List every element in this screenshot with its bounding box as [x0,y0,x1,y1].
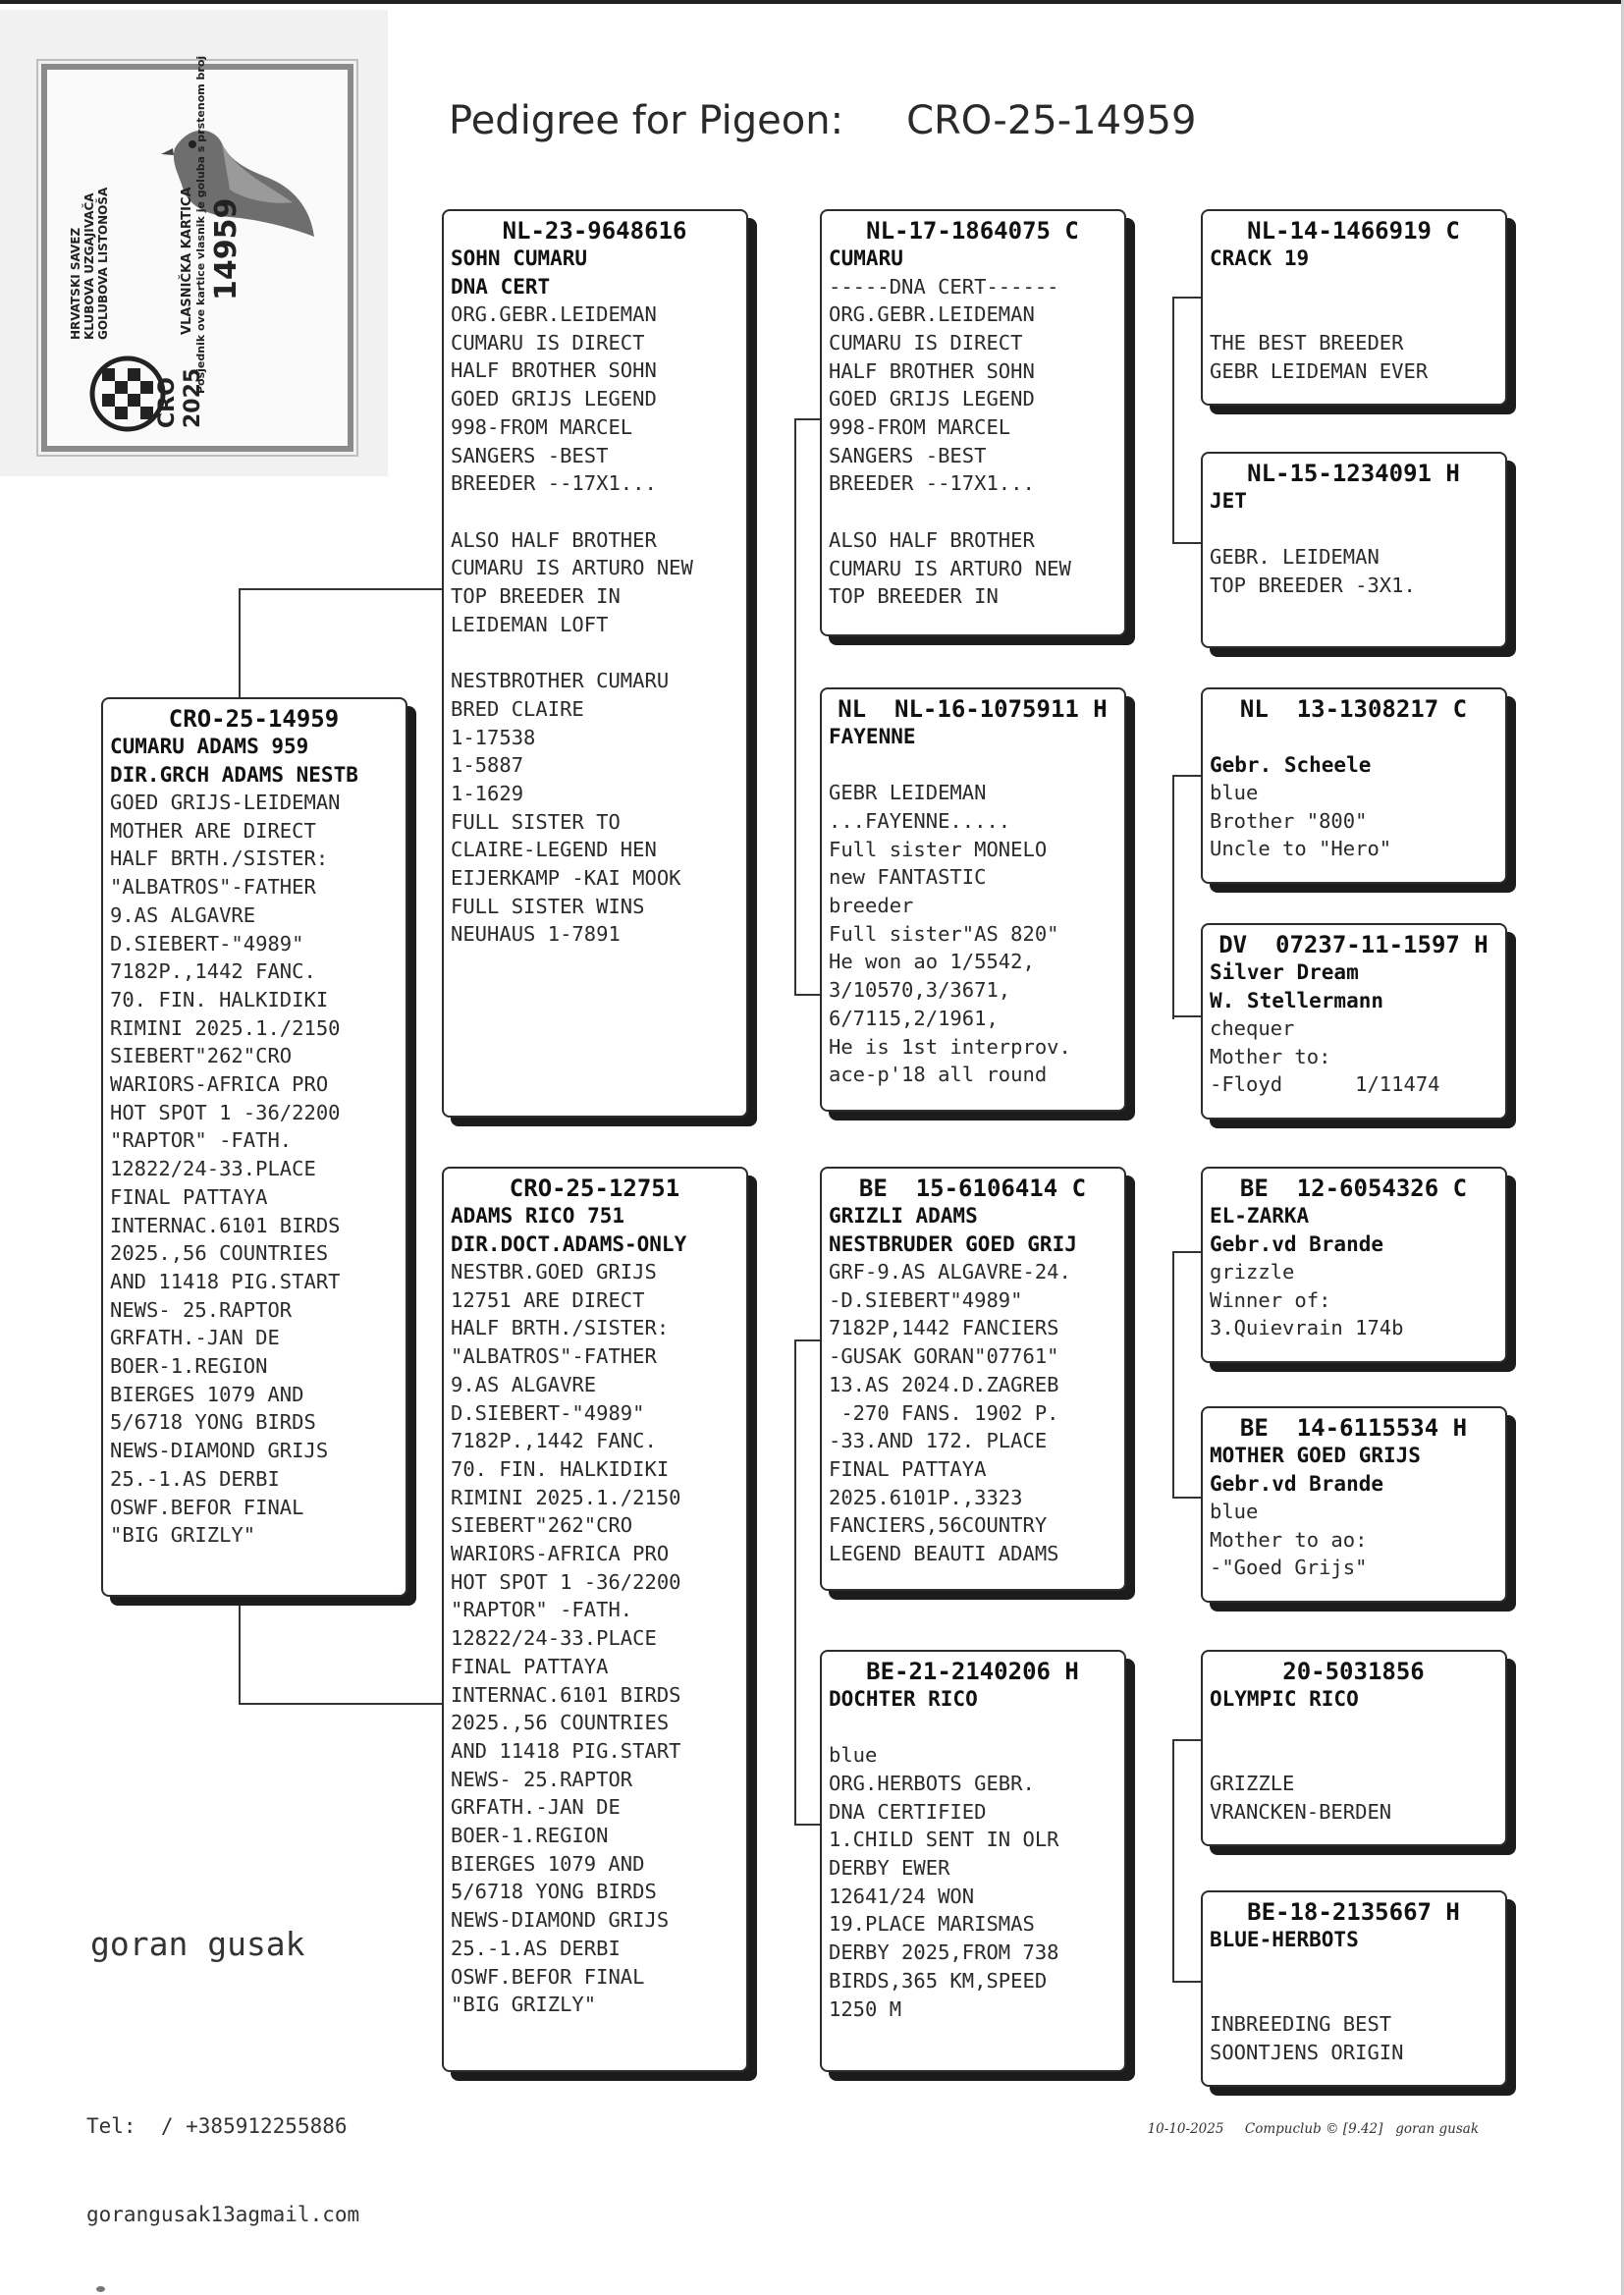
pedigree-detail-line: SANGERS -BEST [829,443,987,467]
pedigree-detail-line: new FANTASTIC [829,865,987,890]
pedigree-detail-line: 998-FROM MARCEL [451,414,633,439]
pedigree-detail-line: ORG.GEBR.LEIDEMAN [829,302,1035,327]
ring-number: NL-15-1234091 H [1247,460,1460,487]
pedigree-detail-line: NESTBROTHER CUMARU [451,669,670,693]
pigeon-box-dam-sire[interactable] [820,1167,1126,1591]
pedigree-detail-line: BIERGES 1079 AND [451,1851,645,1876]
email-address: gorangusak13agmail.com [86,2203,360,2226]
pedigree-detail-line: GOED GRIJS-LEIDEMAN [110,791,341,814]
pedigree-detail-line: 7182P,1442 FANCIERS [829,1316,1059,1340]
pigeon-name: DOCHTER RICO [829,1687,978,1711]
pedigree-detail-line: FULL SISTER WINS [451,894,645,918]
pedigree-detail-line: GEBR. LEIDEMAN [1210,545,1380,570]
pedigree-detail-line: 70. FIN. HALKIDIKI [110,987,329,1011]
connector-line [1173,298,1201,543]
pedigree-detail-line: -----DNA CERT------ [829,274,1059,299]
page-footer [1139,2105,1479,2137]
pigeon-name: SOHN CUMARU [451,246,588,270]
pedigree-detail-line: FINAL PATTAYA [451,1654,609,1678]
pedigree-detail-line: ORG.HERBOTS GEBR. [829,1771,1035,1795]
card-ring-number: 14959 [209,197,244,301]
pigeon-box-dam-dam[interactable] [820,1650,1126,2072]
pigeon-name: CUMARU [829,246,903,270]
pedigree-detail-line: WARIORS-AFRICA PRO [451,1542,670,1566]
pedigree-detail-line: LEIDEMAN LOFT [451,612,609,636]
pedigree-detail-line: breeder [829,894,914,917]
pedigree-detail-line: He is 1st interprov. [829,1034,1071,1059]
pedigree-detail-line: INBREEDING BEST [1210,2011,1392,2036]
pedigree-detail-line: 7182P.,1442 FANC. [110,959,316,984]
pedigree-detail-line [1210,516,1497,544]
pedigree-detail-line: CUMARU IS DIRECT [451,330,645,355]
pedigree-detail-line: 12641/24 WON [829,1884,975,1908]
ring-number: NL-17-1864075 C [866,217,1079,245]
ring-number: BE-21-2140206 H [866,1658,1079,1685]
pedigree-detail-line: 3/10570,3/3671, [829,978,1011,1003]
pedigree-detail-line: DERBY 2025,FROM 738 [829,1940,1059,1965]
pigeon-box-sire-dam[interactable] [820,687,1126,1112]
pedigree-detail-line: TOP BREEDER IN [451,584,621,609]
pigeon-name: JET [1210,489,1247,513]
connector-line [1173,1740,1201,1982]
pedigree-detail-line: 1.CHILD SENT IN OLR [829,1828,1059,1852]
pedigree-detail-line: GRF-9.AS ALGAVRE-24. [829,1260,1071,1284]
pedigree-detail-line: 12751 ARE DIRECT [451,1287,645,1312]
pedigree-detail-line: 1-1629 [451,781,524,805]
pedigree-detail-line: D.SIEBERT-"4989" [451,1400,645,1425]
pedigree-detail-line: -"Goed Grijs" [1210,1556,1368,1580]
connector-line [1173,776,1201,1019]
ring-number: DV 07237-11-1597 H [1218,931,1489,958]
pedigree-detail-line: He won ao 1/5542, [829,950,1035,974]
pigeon-name: Silver Dream [1210,960,1359,984]
pedigree-detail-line: NEWS-DIAMOND GRIJS [110,1439,329,1463]
ring-number: BE 15-6106414 C [858,1175,1087,1202]
pedigree-detail-line: 3.Quievrain 174b [1210,1316,1404,1340]
pedigree-detail-line: Winner of: [1210,1287,1331,1312]
pedigree-detail-line: ALSO HALF BROTHER [451,527,657,552]
pigeon-name: MOTHER GOED GRIJS [1210,1444,1421,1467]
pedigree-detail-line: BIRDS,365 KM,SPEED [829,1968,1048,1993]
title-pigeon-id: CRO-25-14959 [906,98,1197,143]
pedigree-detail-line: GOED GRIJS LEGEND [451,387,657,411]
pedigree-detail-line: ALSO HALF BROTHER [829,527,1035,552]
pigeon-name: EL-ZARKA [1210,1204,1310,1228]
pedigree-detail-line: "BIG GRIZLY" [110,1523,256,1548]
pigeon-box-ds-dam[interactable] [1201,1406,1507,1603]
card-title: VLASNIČKA KARTICA [180,187,194,335]
footer-date: 10-10-2025 [1147,2121,1224,2137]
pigeon-name: ADAMS RICO 751 [451,1204,625,1228]
pedigree-detail-line: 998-FROM MARCEL [829,415,1011,440]
card-year: 2025 [181,367,205,428]
pedigree-detail-line: GRIZZLE [1210,1771,1295,1795]
pedigree-detail-line: blue [829,1743,878,1768]
pedigree-detail-line: GRFATH.-JAN DE [110,1326,280,1350]
connector-line [795,1340,820,1825]
pedigree-detail-line: HALF BRTH./SISTER: [451,1316,670,1340]
pedigree-detail-line: 9.AS ALGAVRE [110,902,256,927]
pedigree-detail-line [451,638,738,667]
ring-number: NL 13-1308217 C [1239,695,1468,723]
ring-number: BE 12-6054326 C [1239,1175,1468,1202]
pedigree-detail-line: LEGEND BEAUTI ADAMS [829,1542,1059,1566]
pedigree-detail-line: BOER-1.REGION [451,1824,609,1848]
pigeon-box-dd-sire[interactable] [1201,1650,1507,1846]
pigeon-box-ss-sire[interactable] [1201,209,1507,406]
pedigree-detail-line: -33.AND 172. PLACE [829,1429,1048,1453]
pedigree-detail-line: Uncle to "Hero" [1210,837,1392,861]
pedigree-detail-line: GEBR LEIDEMAN EVER [1210,358,1429,383]
pigeon-name: Gebr.vd Brande [1210,1231,1384,1256]
pedigree-detail-line: SANGERS -BEST [451,443,609,467]
pedigree-detail-line: VRANCKEN-BERDEN [1210,1799,1392,1824]
footer-owner: goran gusak [1395,2121,1480,2137]
pedigree-detail-line [1210,273,1497,301]
pedigree-detail-line: 2025.6101P.,3323 [829,1485,1023,1509]
pedigree-detail-line: 12822/24-33.PLACE [110,1157,316,1181]
pedigree-detail-line: Mother to ao: [1210,1527,1368,1552]
pedigree-detail-line: FANCIERS,56COUNTRY [829,1513,1048,1538]
pedigree-detail-line [1210,1714,1497,1742]
pedigree-detail-line: chequer [1210,1016,1295,1040]
pedigree-detail-line [1210,1741,1497,1770]
pedigree-detail-line: -Floyd 1/11474 [1210,1072,1440,1097]
pedigree-detail-line: EIJERKAMP -KAI MOOK [451,866,681,891]
pedigree-detail-line: 1-5887 [451,753,524,778]
pedigree-detail-line: 25.-1.AS DERBI [110,1466,280,1491]
pedigree-detail-line [1210,1982,1497,2010]
pedigree-detail-line: RIMINI 2025.1./2150 [451,1485,681,1509]
pigeon-name: FAYENNE [829,725,916,748]
pedigree-detail-line: SIEBERT"262"CRO [110,1044,293,1068]
pedigree-detail-line: BOER-1.REGION [110,1354,268,1379]
pedigree-detail-line: grizzle [1210,1260,1295,1284]
federation-line: HRVATSKI SAVEZ [69,227,82,340]
pedigree-detail-line: 5/6718 YONG BIRDS [110,1410,316,1435]
pedigree-detail-line: blue [1210,1500,1259,1523]
federation-line: KLUBOVA UZGAJIVAČA [82,192,96,340]
pedigree-detail-line: 2025.,56 COUNTRIES [110,1241,329,1266]
pedigree-detail-line: 12822/24-33.PLACE [451,1626,657,1651]
pigeon-name [1210,723,1497,751]
pedigree-detail-line: FULL SISTER TO [451,809,621,834]
pedigree-detail-line: HOT SPOT 1 -36/2200 [451,1569,681,1594]
pedigree-detail-line [829,751,1116,780]
ring-number: NL NL-16-1075911 H [838,695,1108,723]
pedigree-detail-line: THE BEST BREEDER [1210,330,1404,355]
connector-line [1173,1252,1201,1498]
pedigree-detail-line: AND 11418 PIG.START [110,1269,341,1293]
pedigree-detail-line: Full sister"AS 820" [829,921,1059,946]
pigeon-box-dd-dam[interactable] [1201,1890,1507,2087]
pedigree-detail-line: 2025.,56 COUNTRIES [451,1711,670,1735]
pedigree-detail-line: HOT SPOT 1 -36/2200 [110,1100,341,1124]
pedigree-detail-line: DERBY EWER [829,1856,950,1880]
pigeon-name: Gebr.vd Brande [1210,1471,1384,1496]
pedigree-detail-line: "BIG GRIZLY" [451,1993,597,2017]
pedigree-detail-line: Mother to: [1210,1044,1331,1068]
owner-signature: goran gusak [90,1925,305,1963]
connector-line [240,1589,442,1704]
pedigree-detail-line: INTERNAC.6101 BIRDS [110,1213,341,1237]
pedigree-detail-line: BREEDER --17X1... [451,471,657,496]
pedigree-detail-line: 1250 M [829,1996,902,2021]
ring-number: 20-5031856 [1282,1658,1425,1685]
pigeon-box-ds-sire[interactable] [1201,1167,1507,1363]
pedigree-detail-line: 13.AS 2024.D.ZAGREB [829,1372,1059,1396]
pedigree-detail-line: BRED CLAIRE [451,696,584,721]
pedigree-detail-line: HALF BRTH./SISTER: [110,847,329,871]
pedigree-detail-line: RIMINI 2025.1./2150 [110,1015,341,1040]
pedigree-detail-line: NESTBR.GOED GRIJS [451,1260,657,1284]
pedigree-detail-line: OSWF.BEFOR FINAL [110,1495,304,1519]
tel-number: / +385912255886 [135,2114,348,2138]
pedigree-detail-line: ace-p'18 all round [829,1063,1048,1087]
pigeon-name: CUMARU ADAMS 959 [110,735,309,758]
ring-number: BE-18-2135667 H [1247,1898,1460,1926]
pedigree-detail-line: GRFATH.-JAN DE [451,1795,621,1820]
ring-number: BE 14-6115534 H [1239,1414,1468,1442]
pedigree-detail-line: BREEDER --17X1... [829,471,1035,496]
pedigree-detail-line [829,498,1116,526]
pedigree-detail-line: CUMARU IS ARTURO NEW [451,556,693,580]
pedigree-detail-line: "ALBATROS"-FATHER [451,1344,657,1369]
pigeon-name: DIR.GRCH ADAMS NESTB [110,762,358,787]
card-country: CRO [155,377,180,428]
scan-speck [96,2286,105,2292]
pedigree-detail-line: FINAL PATTAYA [110,1184,268,1209]
pedigree-detail-line: 6/7115,2/1961, [829,1006,999,1030]
pedigree-detail-line: NEWS-DIAMOND GRIJS [451,1908,670,1933]
pedigree-detail-line: GOED GRIJS LEGEND [829,387,1035,411]
ring-number: NL-23-9648616 [502,217,687,245]
pedigree-detail-line: 9.AS ALGAVRE [451,1372,597,1396]
pedigree-detail-line: -D.SIEBERT"4989" [829,1287,1023,1312]
pigeon-box-dam[interactable] [442,1167,748,2072]
pigeon-box-ss-dam[interactable] [1201,452,1507,648]
pedigree-detail-line: FINAL PATTAYA [829,1456,987,1481]
card-note: Posjednik ove kartice vlasnik je goluba s prstenom broj [194,55,207,394]
pedigree-detail-line: 5/6718 YONG BIRDS [451,1880,657,1904]
pedigree-detail-line: Full sister MONELO [829,837,1048,861]
pedigree-detail-line: "ALBATROS"-FATHER [110,875,316,900]
pigeon-name: NESTBRUDER GOED GRIJ [829,1231,1077,1256]
pedigree-detail-line: HALF BROTHER SOHN [829,358,1035,383]
ring-number: CRO-25-14959 [168,705,340,733]
pedigree-detail-line: 19.PLACE MARISMAS [829,1912,1035,1937]
pedigree-detail-line: OSWF.BEFOR FINAL [451,1964,645,1989]
pedigree-detail-line: ...FAYENNE..... [829,808,1011,833]
pedigree-detail-line: AND 11418 PIG.START [451,1738,681,1763]
pedigree-detail-line: BIERGES 1079 AND [110,1382,304,1406]
pedigree-detail-line: 7182P.,1442 FANC. [451,1429,657,1453]
pedigree-detail-line: MOTHER ARE DIRECT [110,818,316,843]
pedigree-detail-line: 70. FIN. HALKIDIKI [451,1456,670,1481]
connector-line [240,589,442,705]
pedigree-detail-line: "RAPTOR" -FATH. [110,1128,293,1153]
pigeon-box-sd-dam[interactable] [1201,923,1507,1120]
pedigree-detail-line: SIEBERT"262"CRO [451,1513,633,1538]
connector-line [795,419,820,995]
ring-number: CRO-25-12751 [509,1175,680,1202]
pigeon-name: DNA CERT [451,274,551,299]
pigeon-name: Gebr. Scheele [1210,752,1372,777]
pigeon-name: W. Stellermann [1210,988,1384,1012]
pedigree-detail-line [1210,1954,1497,1983]
ring-number: NL-14-1466919 C [1247,217,1460,245]
footer-software: Compuclub © [9.42] [1244,2121,1383,2137]
pigeon-name: BLUE-HERBOTS [1210,1928,1359,1951]
pigeon-name: DIR.DOCT.ADAMS-ONLY [451,1231,687,1256]
pedigree-detail-line: D.SIEBERT-"4989" [110,931,304,956]
pedigree-detail-line: DNA CERTIFIED [829,1799,987,1824]
pigeon-box-subject[interactable] [101,697,407,1597]
pedigree-detail-line [829,1714,1116,1742]
pedigree-detail-line: "RAPTOR" -FATH. [451,1598,633,1622]
pedigree-detail-line: CUMARU IS DIRECT [829,330,1023,355]
pedigree-detail-line: CLAIRE-LEGEND HEN [451,838,657,862]
pigeon-name: GRIZLI ADAMS [829,1204,978,1228]
pigeon-box-sd-sire[interactable] [1201,687,1507,884]
pedigree-detail-line: TOP BREEDER -3X1. [1210,573,1416,597]
pedigree-detail-line: WARIORS-AFRICA PRO [110,1072,329,1097]
tel-label: Tel: [86,2114,136,2138]
pedigree-detail-line: NEWS- 25.RAPTOR [451,1767,633,1791]
title-label: Pedigree for Pigeon: [449,98,844,143]
pedigree-detail-line: NEWS- 25.RAPTOR [110,1297,293,1322]
pigeon-name: OLYMPIC RICO [1210,1687,1359,1711]
pigeon-name: CRACK 19 [1210,246,1310,270]
pedigree-detail-line: SOONTJENS ORIGIN [1210,2040,1404,2064]
pigeon-box-sire-sire[interactable] [820,209,1126,636]
pedigree-detail-line: blue [1210,781,1259,804]
pedigree-detail-line: 25.-1.AS DERBI [451,1936,621,1960]
owner-contact [86,2052,359,2259]
pigeon-box-sire[interactable] [442,209,748,1118]
pedigree-detail-line: ORG.GEBR.LEIDEMAN [451,302,657,326]
pedigree-detail-line [1210,301,1497,329]
pedigree-detail-line: TOP BREEDER IN [829,584,999,609]
pedigree-detail-line: NEUHAUS 1-7891 [451,922,621,947]
pedigree-detail-line: -270 FANS. 1902 P. [829,1400,1059,1425]
pedigree-detail-line: INTERNAC.6101 BIRDS [451,1682,681,1707]
pedigree-detail-line: CUMARU IS ARTURO NEW [829,556,1071,580]
pedigree-detail-line: 1-17538 [451,725,536,749]
pedigree-detail-line: HALF BROTHER SOHN [451,358,657,383]
pedigree-detail-line: GEBR LEIDEMAN [829,781,987,805]
pedigree-detail-line: -GUSAK GORAN"07761" [829,1344,1059,1369]
pedigree-detail-line: Brother "800" [1210,808,1368,833]
federation-line: GOLUBOVA LISTONOŠA [96,187,110,340]
pedigree-detail-line [451,498,738,526]
